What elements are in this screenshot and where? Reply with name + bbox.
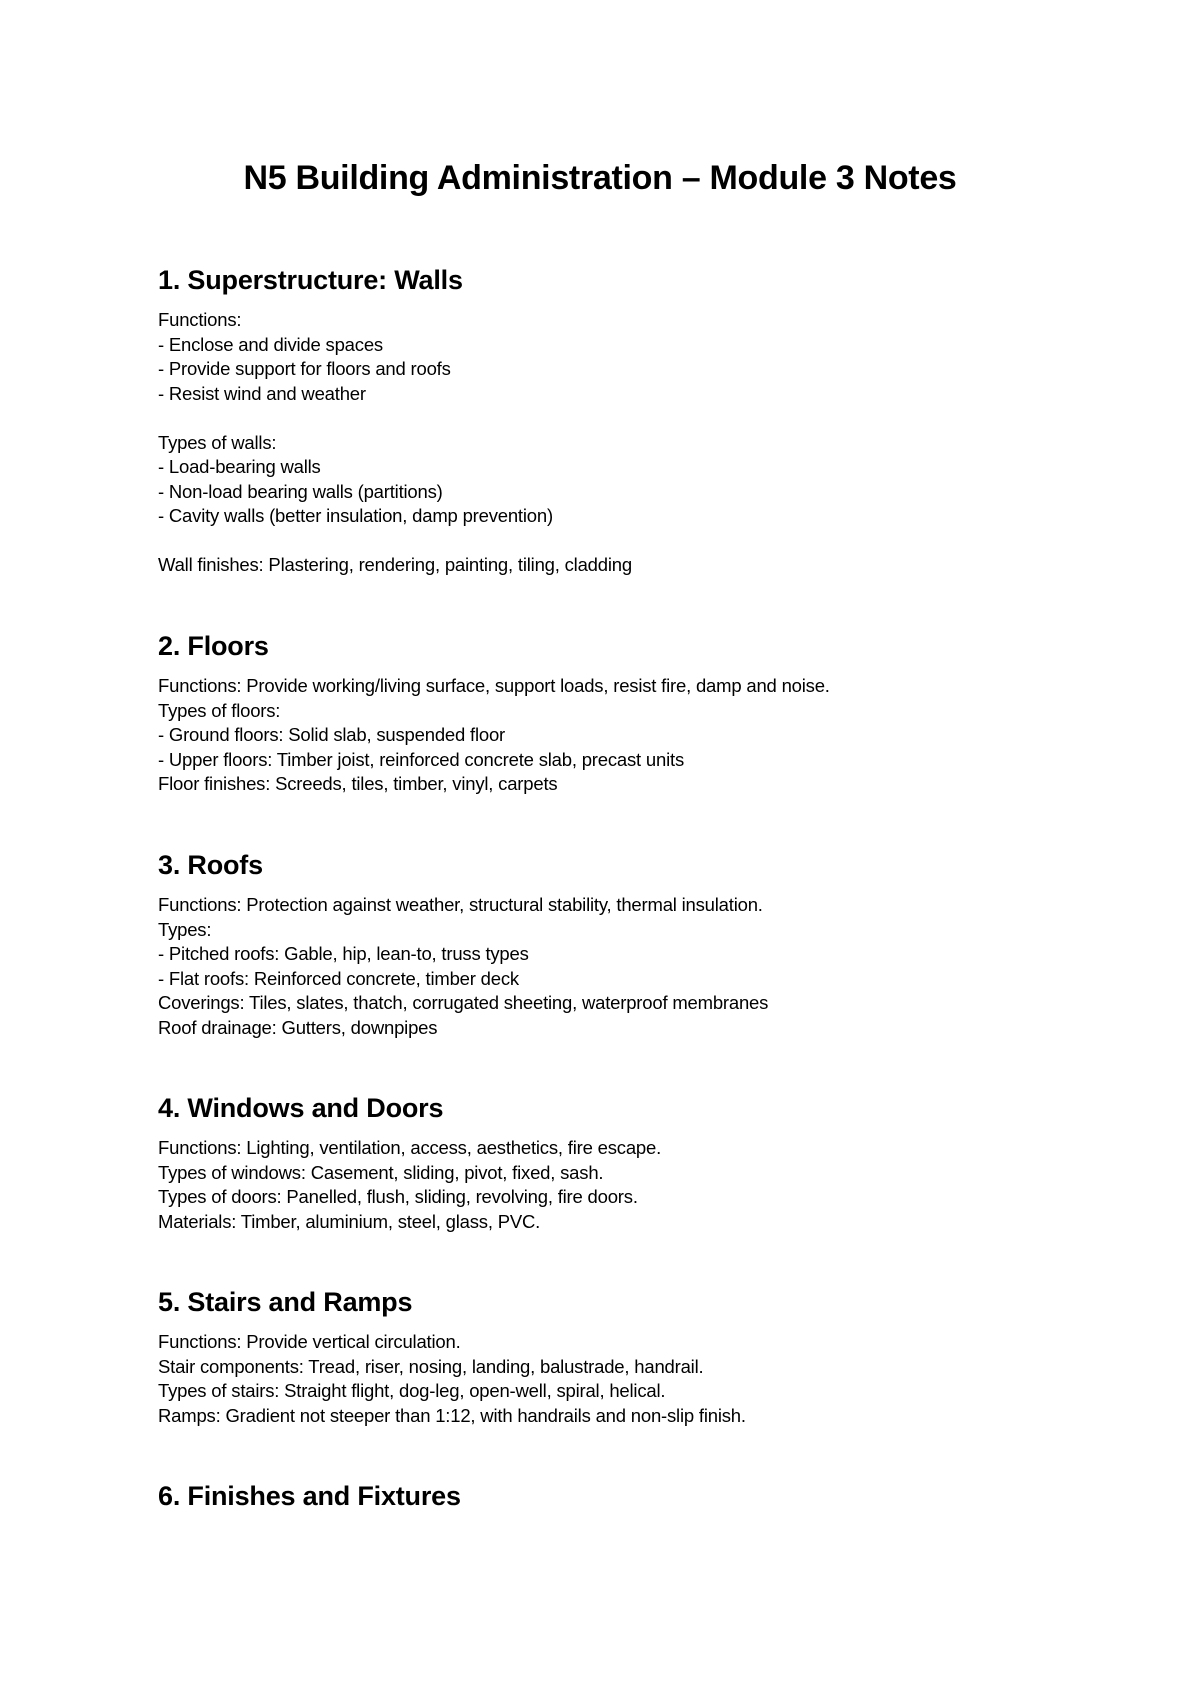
text-line: Coverings: Tiles, slates, thatch, corrugated sheeting, waterproof membranes [158,992,769,1013]
text-line: - Ground floors: Solid slab, suspended floor [158,724,506,745]
section-heading: 1. Superstructure: Walls [158,265,463,295]
text-line: Types of floors: [158,699,281,721]
text-line: Types of doors: Panelled, flush, sliding, revolving, fire doors. [158,1186,638,1207]
text-line: Functions: Protection against weather, structural stability, thermal insulation. [158,894,763,915]
text-line: - Load-bearing walls [158,456,321,477]
section-finishes-fixtures [158,1480,1118,1524]
text-line: Wall finishes: Plastering, rendering, painting, tiling, cladding [158,554,632,575]
text-line: Types of walls: [158,431,277,453]
text-line: - Upper floors: Timber joist, reinforced concrete slab, precast units [158,748,685,770]
section-walls [158,264,1118,578]
text-line: Functions: Provide vertical circulation. [158,1331,461,1352]
text-line: Roof drainage: Gutters, downpipes [158,1016,438,1038]
text-line: - Flat roofs: Reinforced concrete, timber deck [158,967,519,989]
section-heading: 4. Windows and Doors [158,1093,444,1123]
section-heading: 3. Roofs [158,850,263,880]
text-line: Ramps: Gradient not steeper than 1:12, with handrails and non-slip finish. [158,1404,746,1426]
text-line: - Provide support for floors and roofs [158,358,451,379]
section-roofs [158,849,1118,1040]
text-line: Functions: [158,309,242,330]
blank-line [158,529,1118,554]
section-floors [158,630,1118,797]
section-stairs-ramps [158,1286,1118,1428]
section-heading: 5. Stairs and Ramps [158,1287,413,1317]
text-line: Materials: Timber, aluminium, steel, glass, PVC. [158,1210,541,1232]
text-line: Functions: Lighting, ventilation, access, aesthetics, fire escape. [158,1137,662,1158]
section-heading: 6. Finishes and Fixtures [158,1481,461,1511]
text-line: - Pitched roofs: Gable, hip, lean-to, truss types [158,943,529,964]
blank-line [158,406,1118,431]
section-heading: 2. Floors [158,631,269,661]
text-line: Types of stairs: Straight flight, dog-leg, open-well, spiral, helical. [158,1380,666,1401]
text-line: Types: [158,918,212,940]
text-line: Functions: Provide working/living surface, support loads, resist fire, damp and noise. [158,675,830,696]
document-title: N5 Building Administration – Module 3 Notes [243,159,957,197]
text-line: - Resist wind and weather [158,382,366,404]
text-line: - Enclose and divide spaces [158,333,383,355]
section-windows-doors [158,1092,1118,1234]
text-line: Stair components: Tread, riser, nosing, landing, balustrade, handrail. [158,1355,704,1377]
text-line: - Non-load bearing walls (partitions) [158,480,443,502]
text-line: - Cavity walls (better insulation, damp prevention) [158,505,553,526]
text-line: Types of windows: Casement, sliding, pivot, fixed, sash. [158,1161,604,1183]
text-line: Floor finishes: Screeds, tiles, timber, vinyl, carpets [158,773,558,794]
